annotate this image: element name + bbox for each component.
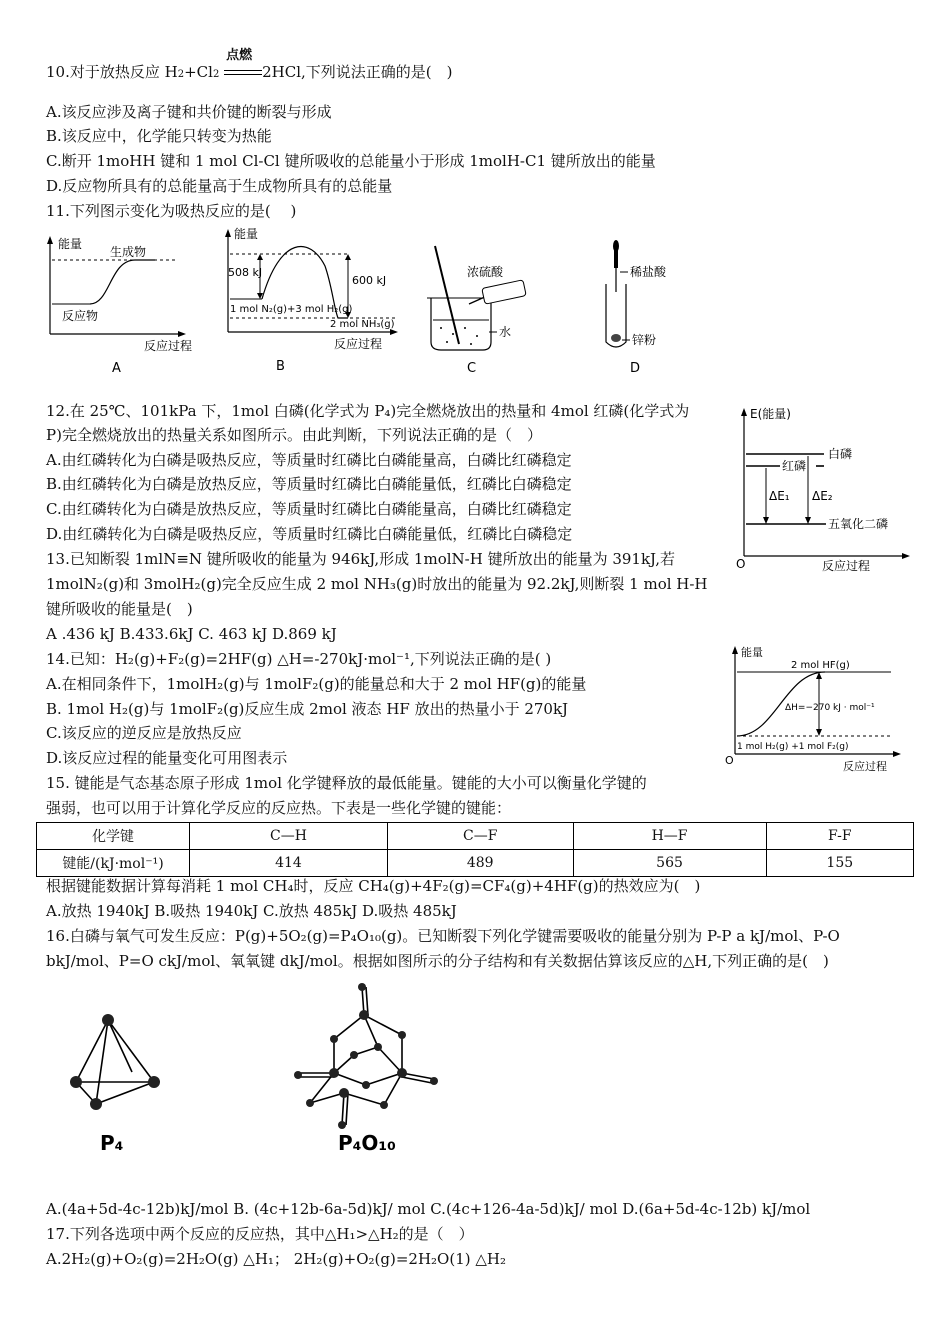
q12-option-c: C.由红磷转化为白磷是放热反应，等质量时红磷比白磷能量高，白磷比红磷稳定 [46, 500, 572, 518]
fig14-ylabel: 能量 [741, 646, 763, 659]
q15-options: A.放热 1940kJ B.吸热 1940kJ C.放热 485kJ D.吸热 485kJ [46, 902, 457, 920]
table-cell: C—F [387, 823, 573, 850]
q17-stem: 17.下列各选项中两个反应的反应热，其中△H₁>△H₂的是（ ） [46, 1225, 474, 1243]
q11-figure-d [600, 234, 700, 374]
fig-b-energy2: 600 kJ [352, 274, 387, 287]
table-row [37, 850, 914, 877]
q11-stem: 11.下列图示变化为吸热反应的是( ) [46, 202, 297, 220]
table-cell: 489 [387, 850, 573, 877]
q14-energy-figure [725, 642, 905, 772]
table-cell: 565 [573, 850, 766, 877]
table-row [37, 823, 914, 850]
q12-option-a: A.由红磷转化为白磷是吸热反应，等质量时红磷比白磷能量高，白磷比红磷稳定 [46, 451, 572, 469]
fig14-dh: ΔH=−270 kJ · mol⁻¹ [785, 703, 875, 713]
q12-option-b: B.由红磷转化为白磷是放热反应，等质量时红磷比白磷能量低，红磷比白磷稳定 [46, 475, 572, 493]
p4-label: P₄ [100, 1131, 124, 1155]
q14-option-a: A.在相同条件下，1molH₂(g)与 1molF₂(g)的能量总和大于 2 mol HF(g)的能量 [46, 675, 587, 693]
q11-figure-b [220, 226, 400, 374]
fig-b-product: 2 mol NH₃(g) [330, 319, 395, 330]
fig12-origin: O [736, 557, 746, 571]
fig-d-tag: D [630, 361, 641, 376]
fig14-product: 2 mol HF(g) [791, 660, 850, 671]
q13-options: A .436 kJ B.433.6kJ C. 463 kJ D.869 kJ [46, 625, 337, 643]
fig-a-reactant: 反应物 [62, 309, 99, 323]
q13-stem-line1: 13.已知断裂 1mlN≡N 键所吸收的能量为 946kJ,形成 1molN-H 键所放出的能量为 391kJ,若 [46, 550, 675, 568]
fig14-origin: O [725, 754, 734, 767]
fig12-red: 红磷 [782, 459, 807, 473]
table-cell: 414 [190, 850, 388, 877]
q15-stem-line3: 根据键能数据计算每消耗 1 mol CH₄时，反应 CH₄(g)+4F₂(g)=CF₄(g)+4HF(g)的热效应为( ) [46, 877, 701, 895]
q14-option-c: C.该反应的逆反应是放热反应 [46, 724, 242, 742]
q14-stem: 14.已知：H₂(g)+F₂(g)=2HF(g) △H=-270kJ·mol⁻¹,下列说法正确的是( ) [46, 650, 552, 668]
q13-stem-line3: 键所吸收的能量是( ) [46, 600, 193, 618]
fig12-ylabel: E(能量) [750, 407, 791, 421]
table-cell: H—F [573, 823, 766, 850]
fig12-de1: ΔE₁ [769, 489, 790, 503]
fig12-product: 五氧化二磷 [828, 517, 889, 531]
fig-c-water: 水 [499, 325, 512, 339]
q13-stem-line2: 1molN₂(g)和 3molH₂(g)完全反应生成 2 mol NH₃(g)时放出的能量为 92.2kJ,则断裂 1 mol H-H [46, 575, 708, 593]
fig12-de2: ΔE₂ [812, 489, 833, 503]
ignition-arrow: 点燃 [224, 66, 262, 80]
fig-c-acid: 浓硫酸 [467, 265, 504, 279]
q10-option-c: C.断开 1moHH 键和 1 mol Cl-Cl 键所吸收的总能量小于形成 1molH-C1 键所放出的能量 [46, 152, 656, 170]
q12-stem-line2: P)完全燃烧放出的热量关系如图所示。由此判断，下列说法正确的是（ ） [46, 426, 542, 444]
q10-option-a: A.该反应涉及离子键和共价键的断裂与形成 [46, 103, 332, 121]
q10-option-b: B.该反应中，化学能只转变为热能 [46, 127, 272, 145]
fig-a-xlabel: 反应过程 [144, 339, 193, 353]
fig-c-tag: C [467, 361, 477, 376]
fig-b-reactant: 1 mol N₂(g)+3 mol H₂(g) [230, 304, 353, 315]
q16-stem-line1: 16.白磷与氧气可发生反应：P(g)+5O₂(g)=P₄O₁₀(g)。已知断裂下列化学键需要吸收的能量分别为 P-P a kJ/mol、P-O [46, 927, 840, 945]
bond-energy-table [36, 822, 914, 877]
q15-stem-line2: 强弱，也可以用于计算化学反应的反应热。下表是一些化学键的键能： [46, 799, 512, 817]
table-cell: 键能/(kJ·mol⁻¹) [37, 850, 190, 877]
fig-a-product: 生成物 [110, 245, 147, 259]
q14-option-d: D.该反应过程的能量变化可用图表示 [46, 749, 288, 767]
table-cell: C—H [190, 823, 388, 850]
fig12-white: 白磷 [828, 447, 853, 461]
p4o10-structure [290, 985, 450, 1165]
fig14-xlabel: 反应过程 [843, 760, 887, 773]
fig-a-ylabel: 能量 [58, 237, 83, 251]
q11-figure-a [40, 232, 193, 376]
q12-option-d: D.由红磷转化为白磷是吸热反应，等质量时红磷比白磷能量低，红磷比白磷稳定 [46, 525, 573, 543]
fig-b-energy1: 508 kJ [228, 266, 263, 279]
table-cell: 化学键 [37, 823, 190, 850]
fig-b-xlabel: 反应过程 [334, 337, 383, 351]
p4o10-label: P₄O₁₀ [338, 1131, 396, 1155]
q10-option-d: D.反应物所具有的总能量高于生成物所具有的总能量 [46, 177, 393, 195]
fig14-reactant: 1 mol H₂(g) +1 mol F₂(g) [737, 742, 849, 752]
q10-stem: 10.对于放热反应 H2+Cl2 点燃 2HCl,下列说法正确的是( ) [46, 48, 453, 81]
q12-stem-line1: 12.在 25℃、101kPa 下，1mol 白磷(化学式为 P₄)完全燃烧放出的热量和 4mol 红磷(化学式为 [46, 402, 690, 420]
q11-figure-c [425, 240, 535, 375]
q15-stem-line1: 15. 键能是气态基态原子形成 1mol 化学键释放的最低能量。键能的大小可以衡量化学键的 [46, 774, 647, 792]
fig-d-acid: 稀盐酸 [630, 265, 667, 279]
fig-b-ylabel: 能量 [234, 227, 259, 241]
fig-b-tag: B [276, 359, 285, 374]
p4-structure [60, 1010, 200, 1180]
q17-option-a: A.2H₂(g)+O₂(g)=2H₂O(g) △H₁； 2H₂(g)+O₂(g)=2H₂O(1) △H₂ [46, 1250, 506, 1268]
fig-a-tag: A [112, 361, 121, 376]
fig-d-metal: 锌粉 [632, 333, 657, 347]
table-cell: F-F [766, 823, 913, 850]
q16-stem-line2: bkJ/mol、P=O ckJ/mol、氧氧键 dkJ/mol。根据如图所示的分子结构和有关数据估算该反应的△H,下列正确的是( ) [46, 952, 829, 970]
q12-energy-figure [732, 404, 912, 574]
q16-options: A.(4a+5d-4c-12b)kJ/mol B. (4c+12b-6a-5d)kJ/ mol C.(4c+126-4a-5d)kJ/ mol D.(6a+5d-4c-12b) kJ/mol [46, 1200, 811, 1218]
q14-option-b: B. 1mol H₂(g)与 1molF₂(g)反应生成 2mol 液态 HF 放出的热量小于 270kJ [46, 700, 569, 718]
fig12-xlabel: 反应过程 [822, 559, 871, 573]
table-cell: 155 [766, 850, 913, 877]
